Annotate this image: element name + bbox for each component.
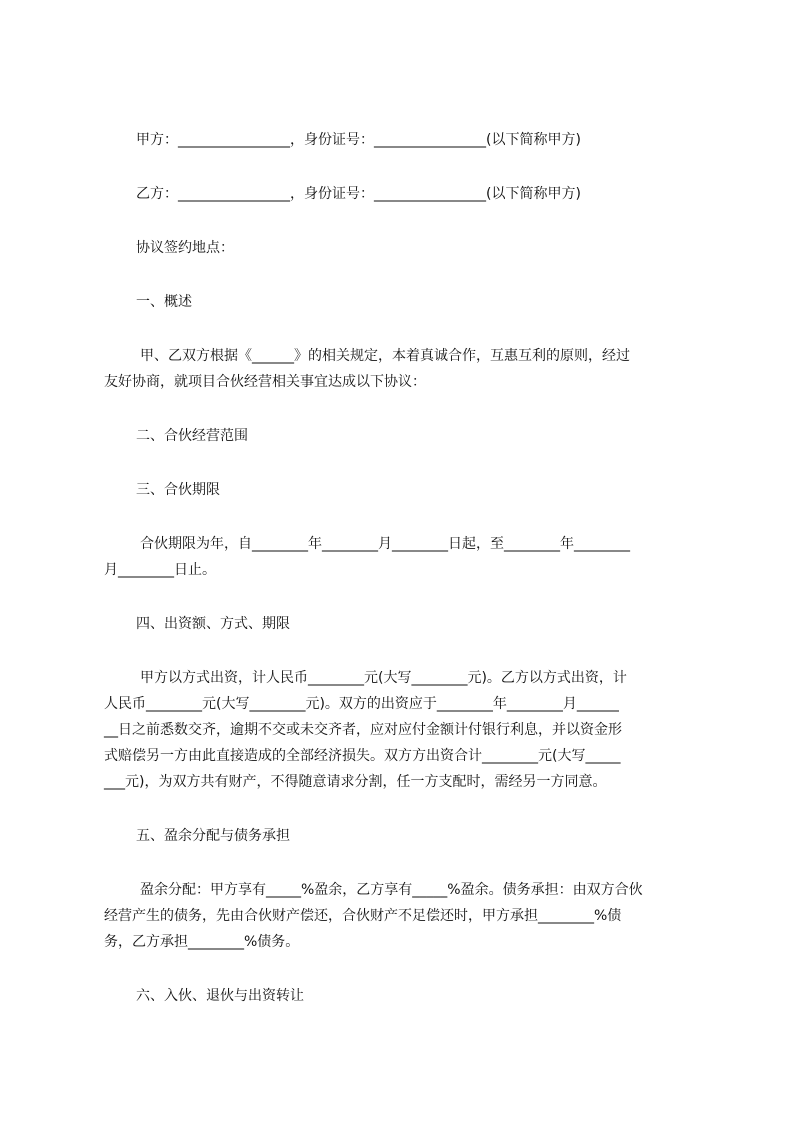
party-a-line: 甲方：________________，身份证号：________________(以下简称甲方): [136, 132, 581, 148]
section-heading-contribution: 四、出资额、方式、期限: [136, 616, 290, 632]
paragraph-line: __日之前悉数交齐，逾期不交或未交齐者，应对应付金额计付银行利息，并以资金形: [104, 722, 622, 738]
signing-place-line: 协议签约地点：: [136, 240, 234, 256]
section-heading-join-exit: 六、入伙、退伙与出资转让: [136, 988, 304, 1004]
section-heading-overview: 一、概述: [136, 294, 192, 310]
paragraph-line: 甲、乙双方根据《______》的相关规定，本着真诚合作，互惠互利的原则，经过: [140, 348, 630, 364]
paragraph-line: 甲方以方式出资，计人民币________元(大写________元)。乙方以方式出资，计: [140, 670, 627, 686]
paragraph-line: 式赔偿另一方由此直接造成的全部经济损失。双方方出资合计________元(大写_____: [104, 748, 621, 764]
paragraph-line: 盈余分配：甲方享有_____%盈余，乙方享有_____%盈余。债务承担：由双方合伙: [140, 882, 643, 898]
paragraph-line: 经营产生的债务，先由合伙财产偿还，合伙财产不足偿还时，甲方承担________%债: [104, 908, 622, 924]
party-b-line: 乙方：________________，身份证号：________________(以下简称甲方): [136, 186, 581, 202]
section-heading-term: 三、合伙期限: [136, 482, 220, 498]
paragraph-line: 务，乙方承担________%债务。: [104, 934, 300, 950]
paragraph-line: 月________日止。: [104, 562, 216, 578]
section-heading-scope: 二、合伙经营范围: [136, 428, 248, 444]
paragraph-line: ___元)，为双方共有财产，不得随意请求分割，任一方支配时，需经另一方同意。: [104, 774, 607, 790]
paragraph-line: 友好协商，就项目合伙经营相关事宜达成以下协议：: [104, 374, 426, 390]
paragraph-line: 人民币________元(大写________元)。双方的出资应于________年________月______: [104, 696, 619, 712]
paragraph-line: 合伙期限为年，自________年________月________日起，至________年________: [140, 536, 630, 552]
section-heading-profit-debt: 五、盈余分配与债务承担: [136, 828, 290, 844]
